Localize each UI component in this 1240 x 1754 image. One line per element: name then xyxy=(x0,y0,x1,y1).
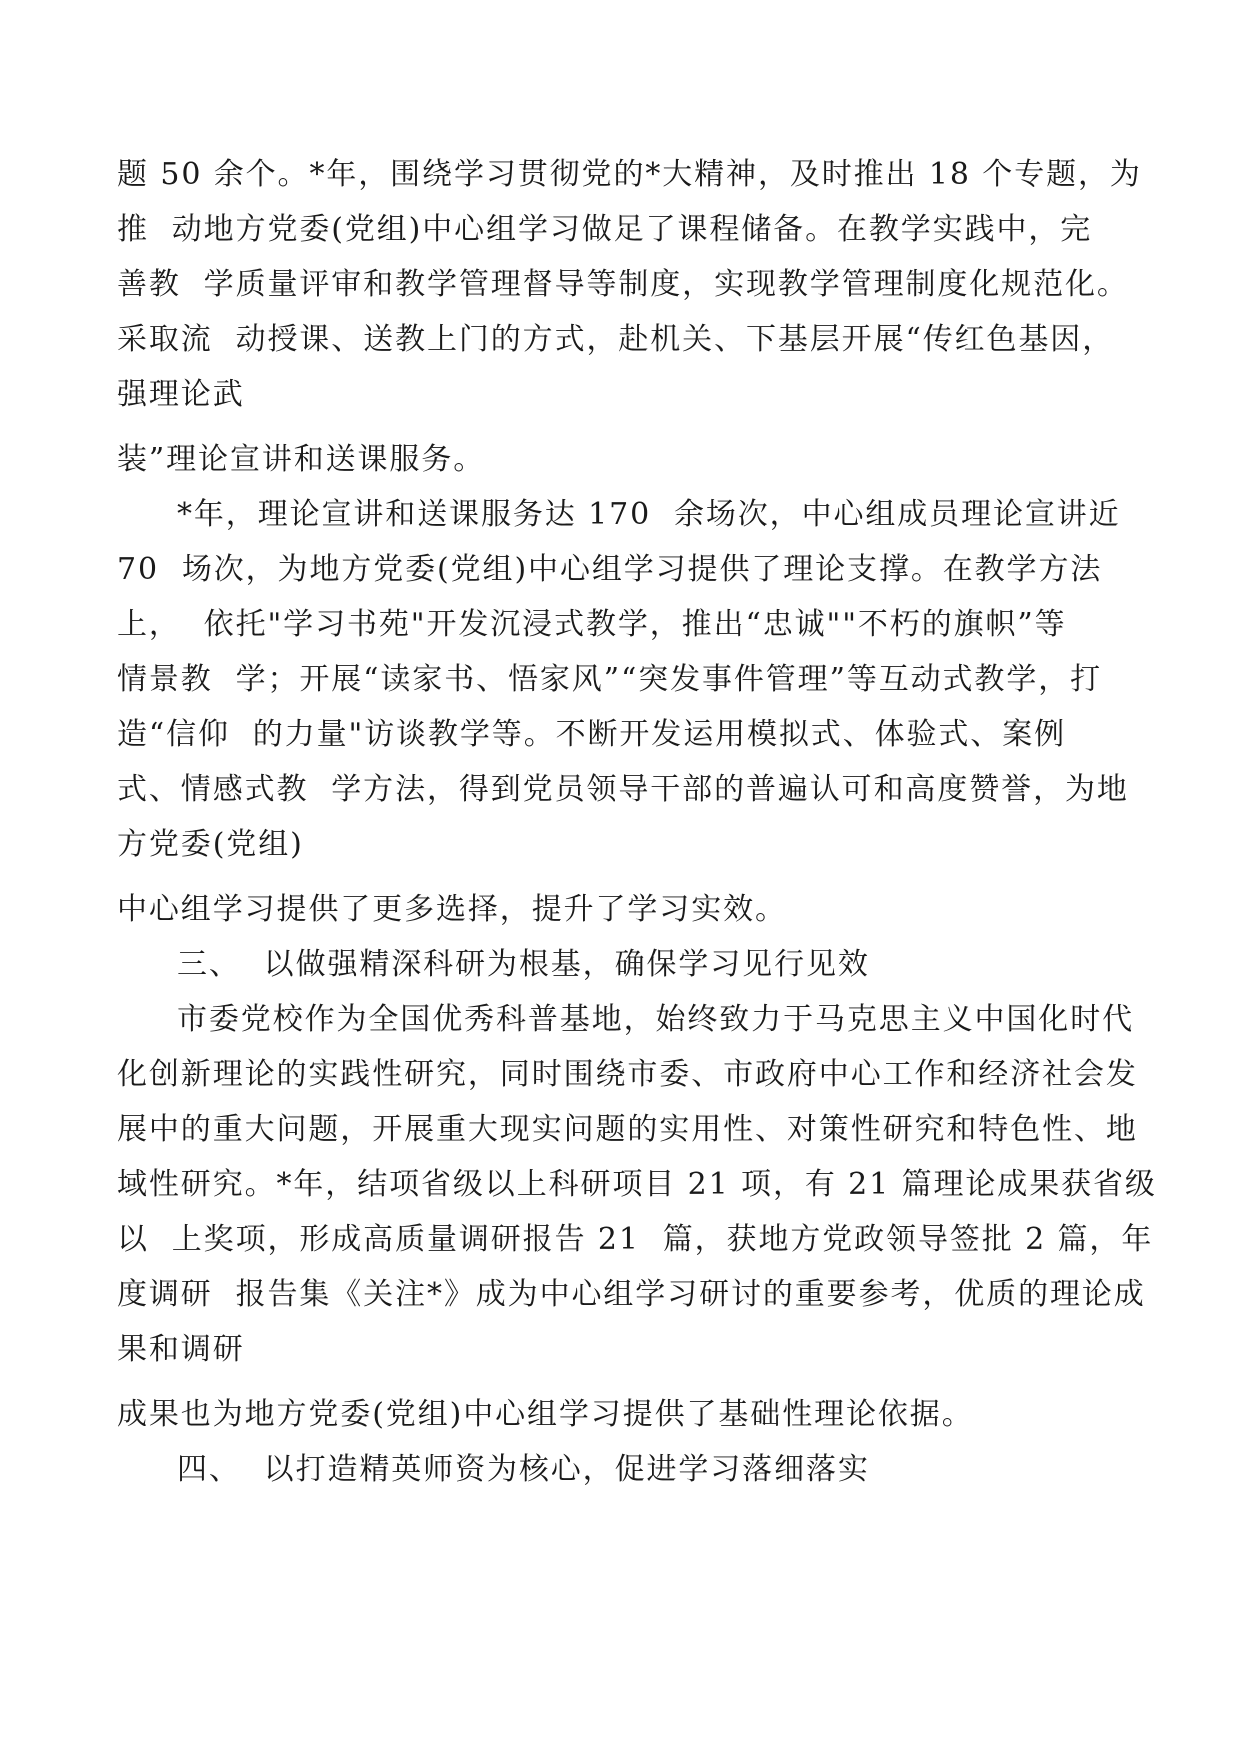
section-heading: 四、 以打造精英师资为核心，促进学习落细落实 xyxy=(177,1452,870,1487)
text-line: 采取流 动授课、送教上门的方式，赴机关、下基层开展“传红色基因， xyxy=(117,322,1115,357)
text-line: 以 上奖项，形成高质量调研报告 21 篇，获地方党政领导签批 2 篇，年 xyxy=(117,1222,1154,1257)
text-line: *年，理论宣讲和送课服务达 170 余场次，中心组成员理论宣讲近 xyxy=(177,497,1121,532)
text-line: 上， 依托"学习书苑"开发沉浸式教学，推出“忠诚""不朽的旗帜”等 xyxy=(117,607,1067,642)
text-line: 化创新理论的实践性研究，同时围绕市委、市政府中心工作和经济社会发 xyxy=(117,1057,1138,1092)
text-line: 果和调研 xyxy=(117,1332,245,1367)
text-line: 推 动地方党委(党组)中心组学习做足了课程储备。在教学实践中，完 xyxy=(117,212,1093,247)
text-line: 度调研 报告集《关注*》成为中心组学习研讨的重要参考，优质的理论成 xyxy=(117,1277,1146,1312)
text-line: 展中的重大问题，开展重大现实问题的实用性、对策性研究和特色性、地 xyxy=(117,1112,1138,1147)
text-line: 造“信仰 的力量"访谈教学等。不断开发运用模拟式、体验式、案例 xyxy=(117,717,1067,752)
text-line: 域性研究。*年，结项省级以上科研项目 21 项，有 21 篇理论成果获省级 xyxy=(117,1167,1157,1202)
section-heading: 三、 以做强精深科研为根基，确保学习见行见效 xyxy=(177,947,870,982)
text-line: 善教 学质量评审和教学管理督导等制度，实现教学管理制度化规范化。 xyxy=(117,267,1129,302)
text-line: 中心组学习提供了更多选择，提升了学习实效。 xyxy=(117,892,787,927)
text-line: 题 50 余个。*年，围绕学习贯彻党的*大精神，及时推出 18 个专题，为 xyxy=(117,157,1142,192)
text-line: 市委党校作为全国优秀科普基地，始终致力于马克思主义中国化时代 xyxy=(177,1002,1134,1037)
text-line: 装”理论宣讲和送课服务。 xyxy=(117,442,486,477)
text-line: 强理论武 xyxy=(117,377,245,412)
text-line: 方党委(党组) xyxy=(117,827,304,862)
text-line: 式、情感式教 学方法，得到党员领导干部的普遍认可和高度赞誉，为地 xyxy=(117,772,1129,807)
text-line: 情景教 学；开展“读家书、悟家风”“突发事件管理”等互动式教学，打 xyxy=(117,662,1103,697)
text-line: 70 场次，为地方党委(党组)中心组学习提供了理论支撑。在教学方法 xyxy=(117,552,1103,587)
text-line: 成果也为地方党委(党组)中心组学习提供了基础性理论依据。 xyxy=(117,1397,974,1432)
